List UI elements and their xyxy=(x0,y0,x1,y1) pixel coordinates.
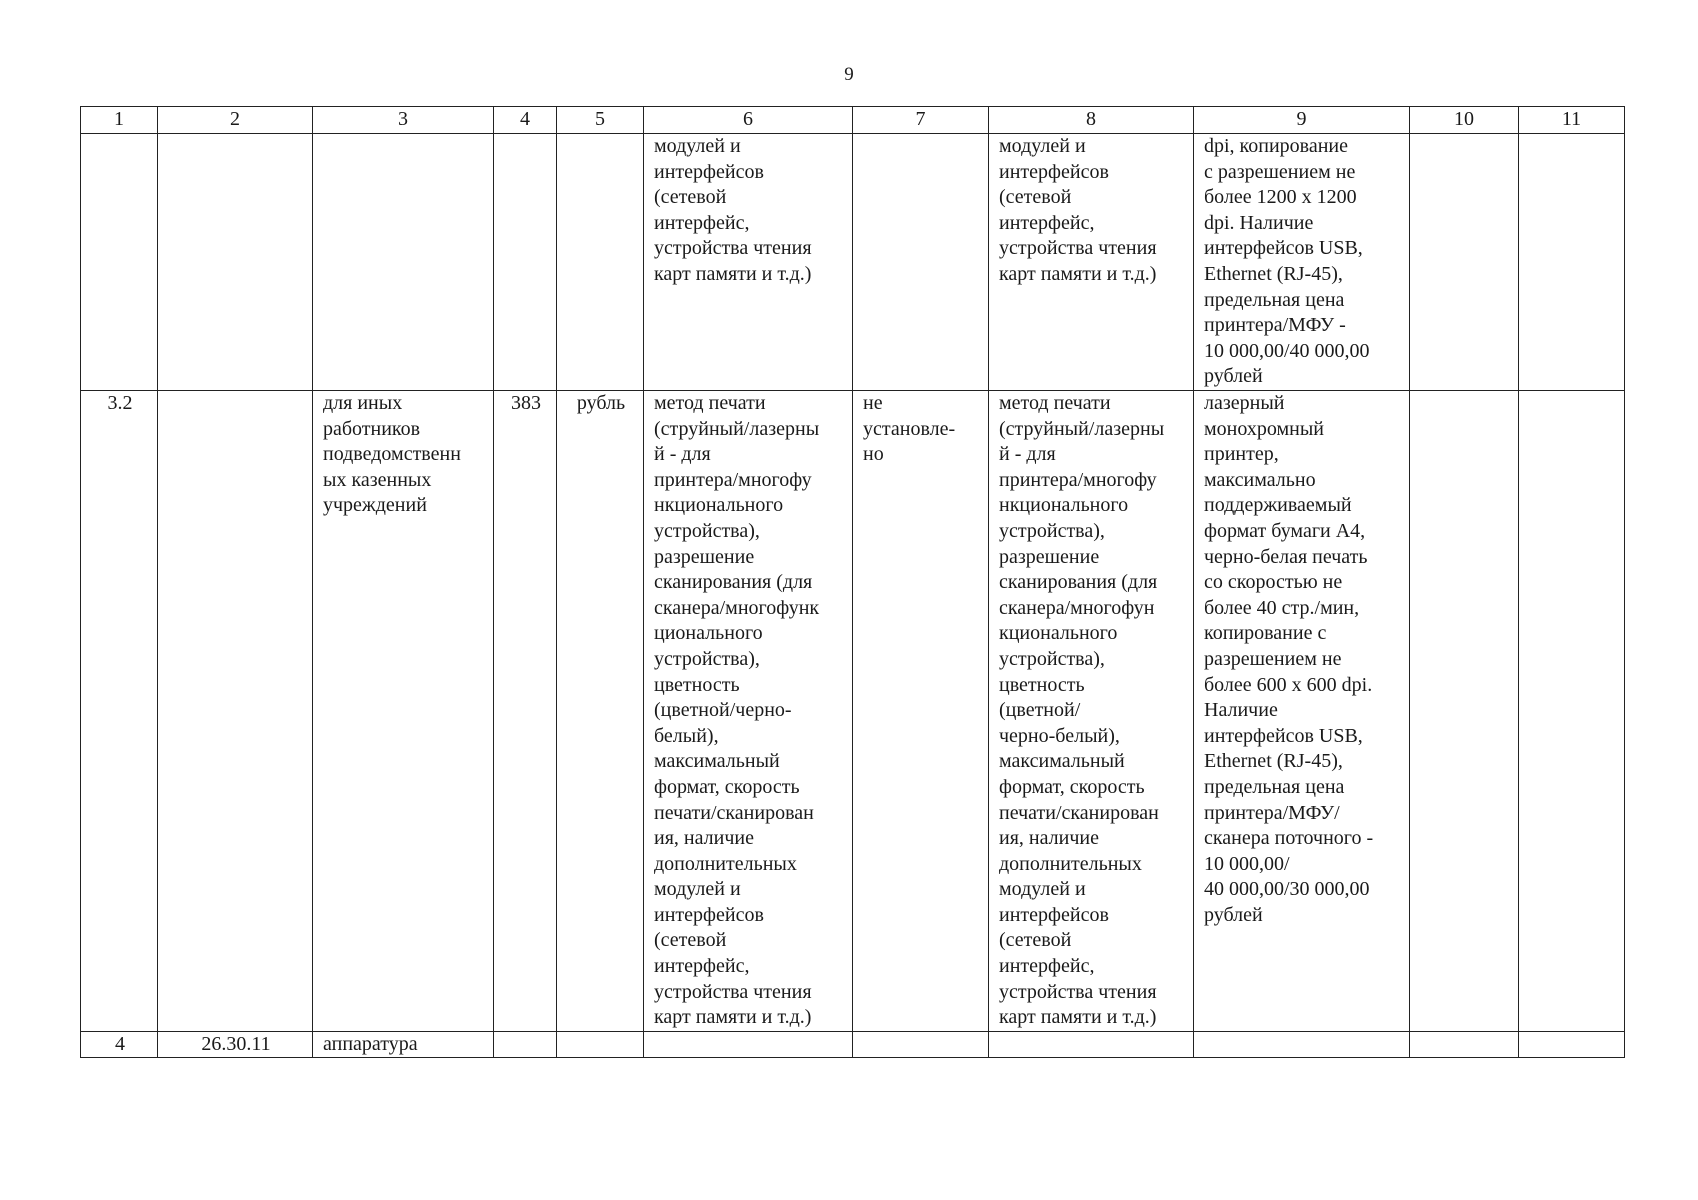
cell-code xyxy=(158,134,313,391)
column-header-1: 1 xyxy=(81,107,158,134)
cell-unit-code xyxy=(494,1031,557,1058)
column-header-11: 11 xyxy=(1519,107,1625,134)
cell-code xyxy=(158,391,313,1032)
column-header-2: 2 xyxy=(158,107,313,134)
cell-value xyxy=(853,1031,989,1058)
cell-name xyxy=(313,134,494,391)
column-header-9: 9 xyxy=(1194,107,1410,134)
page-number: 9 xyxy=(844,64,854,85)
requirements-table xyxy=(80,106,1625,1058)
cell-unit-code xyxy=(494,134,557,391)
cell-name: для иных работников подведомственн ых казенных учреждений xyxy=(313,391,494,1032)
cell-value: не установле- но xyxy=(853,391,989,1032)
cell-number: 4 xyxy=(81,1031,158,1058)
cell-col-10 xyxy=(1410,391,1519,1032)
cell-value xyxy=(853,134,989,391)
cell-code: 26.30.11 xyxy=(158,1031,313,1058)
cell-unit-name: рубль xyxy=(557,391,644,1032)
cell-name: аппаратура xyxy=(313,1031,494,1058)
column-header-10: 10 xyxy=(1410,107,1519,134)
column-header-5: 5 xyxy=(557,107,644,134)
cell-col-10 xyxy=(1410,134,1519,391)
cell-requirements: dpi, копирование с разрешением не более 1200 х 1200 dpi. Наличие интерфейсов USB, Ethernet (RJ-45), предельная цена принтера/МФУ - 10 000,00/40 000,00 рублей xyxy=(1194,134,1410,391)
cell-unit-code: 383 xyxy=(494,391,557,1032)
column-header-6: 6 xyxy=(644,107,853,134)
cell-characteristics xyxy=(644,1031,853,1058)
cell-characteristics-2: метод печати (струйный/лазерны й - для принтера/многофу нкционального устройства), разрешение сканирования (для сканера/многофун кционального устройства), цветность (цветной/ черно-белый), максимальный формат, скорость печати/сканирован ия, наличие дополнительных модулей и интерфейсов (сетевой интерфейс, устройства чтения карт памяти и т.д.) xyxy=(989,391,1194,1032)
cell-characteristics: метод печати (струйный/лазерны й - для принтера/многофу нкционального устройства), разрешение сканирования (для сканера/многофунк ционального устройства), цветность (цветной/черно- белый), максимальный формат, скорость печати/сканирован ия, наличие дополнительных модулей и интерфейсов (сетевой интерфейс, устройства чтения карт памяти и т.д.) xyxy=(644,391,853,1032)
column-header-3: 3 xyxy=(313,107,494,134)
cell-col-11 xyxy=(1519,391,1625,1032)
cell-col-11 xyxy=(1519,1031,1625,1058)
table-row xyxy=(81,391,1625,1032)
cell-characteristics-2: модулей и интерфейсов (сетевой интерфейс, устройства чтения карт памяти и т.д.) xyxy=(989,134,1194,391)
column-header-4: 4 xyxy=(494,107,557,134)
cell-characteristics-2 xyxy=(989,1031,1194,1058)
cell-requirements: лазерный монохромный принтер, максимально поддерживаемый формат бумаги А4, черно-белая печать со скоростью не более 40 стр./мин, копирование с разрешением не более 600 х 600 dpi. Наличие интерфейсов USB, Ethernet (RJ-45), предельная цена принтера/МФУ/ сканера поточного - 10 000,00/ 40 000,00/30 000,00 рублей xyxy=(1194,391,1410,1032)
cell-unit-name xyxy=(557,1031,644,1058)
table-header-row xyxy=(81,107,1625,134)
column-header-8: 8 xyxy=(989,107,1194,134)
table-row xyxy=(81,1031,1625,1058)
cell-number xyxy=(81,134,158,391)
column-header-7: 7 xyxy=(853,107,989,134)
cell-col-11 xyxy=(1519,134,1625,391)
cell-col-10 xyxy=(1410,1031,1519,1058)
cell-requirements xyxy=(1194,1031,1410,1058)
table-row xyxy=(81,134,1625,391)
cell-unit-name xyxy=(557,134,644,391)
cell-number: 3.2 xyxy=(81,391,158,1032)
cell-characteristics: модулей и интерфейсов (сетевой интерфейс, устройства чтения карт памяти и т.д.) xyxy=(644,134,853,391)
